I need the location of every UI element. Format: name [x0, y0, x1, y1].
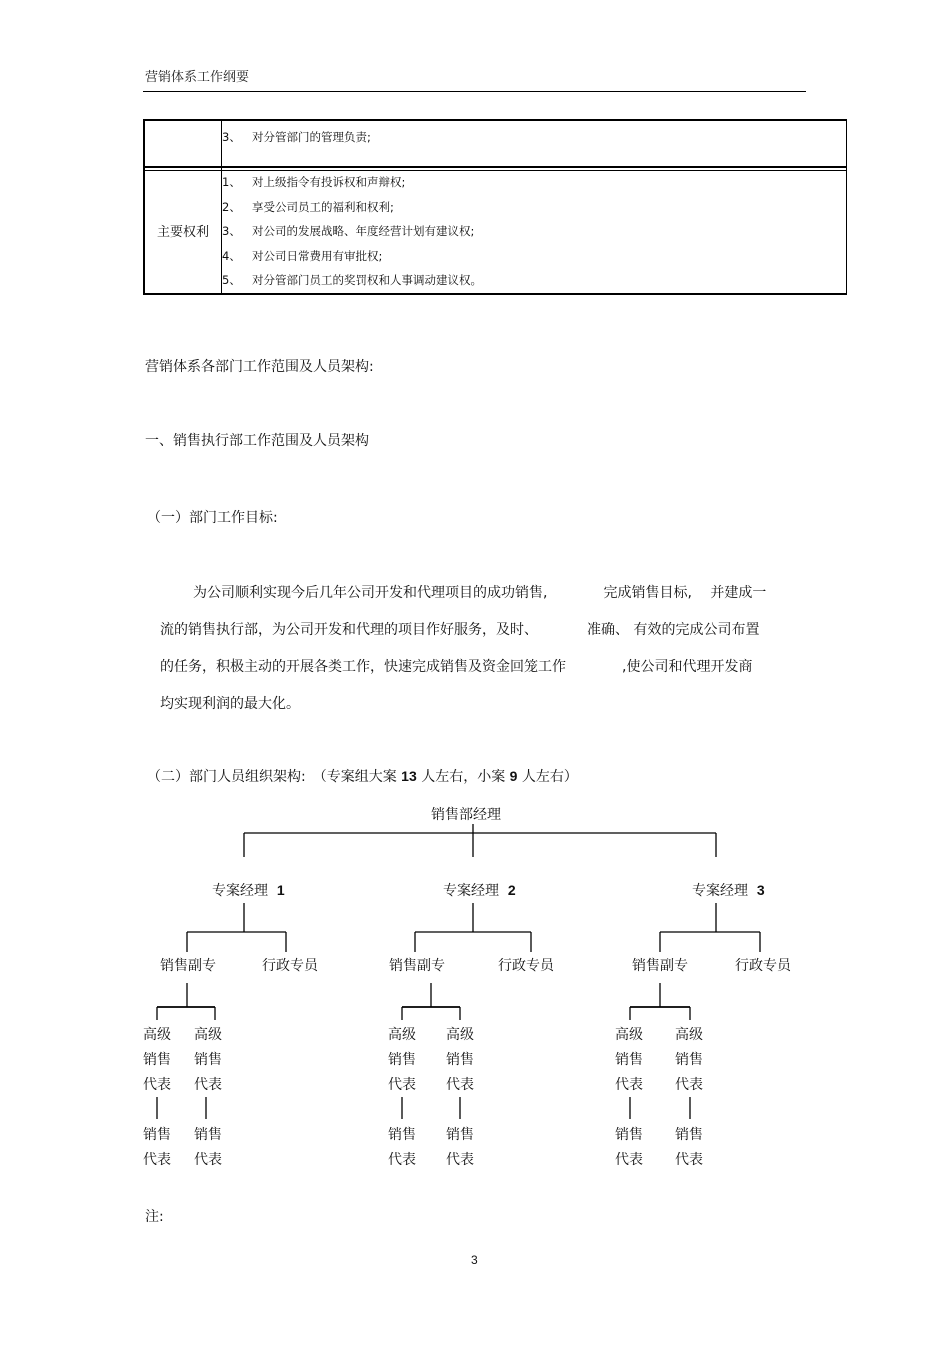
item-text: 对分管部门的管理负责;: [252, 130, 371, 144]
org-node-sales-rep: 销售 代表: [143, 1127, 171, 1168]
section-heading-structure: 营销体系各部门工作范围及人员架构:: [145, 359, 374, 375]
org-node-senior-rep: 高级 销售 代表: [194, 1027, 222, 1093]
node-label: 专案经理: [212, 883, 268, 899]
org-node-sales-rep: 销售 代表: [615, 1127, 643, 1168]
note-label: 注:: [145, 1209, 164, 1225]
org-node-project-manager: [212, 880, 285, 900]
org-node-senior-rep: 高级 销售 代表: [388, 1027, 416, 1093]
item-number: 3、: [222, 130, 241, 144]
paragraph-line: 为公司顺利实现今后几年公司开发和代理项目的成功销售, 完成销售目标, 并建成一: [193, 585, 767, 601]
org-node-project-manager: [443, 880, 516, 900]
item-number: 1、: [222, 175, 241, 189]
org-node-sales-rep: 销售 代表: [194, 1127, 222, 1168]
org-node-deputy: 销售副专: [632, 958, 688, 974]
item-text: 对分管部门员工的奖罚权和人事调动建议权。: [252, 273, 482, 288]
org-node-admin: 行政专员: [262, 958, 318, 974]
item-text: 对公司日常费用有审批权;: [252, 248, 383, 263]
item-text: 对上级指令有投诉权和声辩权;: [252, 175, 406, 189]
subsection-heading-goals: （一）部门工作目标:: [147, 510, 278, 526]
org-node-project-manager: [692, 880, 765, 900]
org-heading-prefix: （二）部门人员组织架构: （专案组大案: [147, 769, 397, 785]
org-node-admin: 行政专员: [498, 958, 554, 974]
page-number: 3: [471, 1253, 478, 1267]
org-node-senior-rep: 高级 销售 代表: [143, 1027, 171, 1093]
item-number: 4、: [222, 248, 241, 263]
org-heading-suffix: 人左右）: [521, 769, 578, 785]
item-text: 对公司的发展战略、年度经营计划有建议权;: [252, 224, 475, 239]
org-node-senior-rep: 高级 销售 代表: [615, 1027, 643, 1093]
org-node-deputy: 销售副专: [160, 958, 216, 974]
org-node-sales-rep: 销售 代表: [675, 1127, 703, 1168]
org-node-sales-manager: 销售部经理: [431, 807, 501, 823]
item-number: 5、: [222, 273, 241, 288]
section-heading-sales-dept: 一、销售执行部工作范围及人员架构: [145, 433, 369, 449]
node-number: 1: [276, 882, 285, 898]
org-node-senior-rep: 高级 销售 代表: [446, 1027, 474, 1093]
org-node-sales-rep: 销售 代表: [388, 1127, 416, 1168]
org-node-admin: 行政专员: [735, 958, 791, 974]
org-heading-number-large: 13: [401, 768, 417, 784]
item-number: 2、: [222, 199, 241, 214]
item-number: 3、: [222, 224, 241, 239]
node-number: 3: [756, 882, 765, 898]
node-label: 专案经理: [692, 883, 748, 899]
paragraph-line: 流的销售执行部，为公司开发和代理的项目作好服务，及时、 准确、 有效的完成公司布置: [160, 622, 760, 638]
org-node-deputy: 销售副专: [389, 958, 445, 974]
org-heading-number-small: 9: [509, 768, 518, 784]
org-node-sales-rep: 销售 代表: [446, 1127, 474, 1168]
org-heading-mid: 人左右，小案: [421, 769, 506, 785]
paragraph-line: 的任务，积极主动的开展各类工作，快速完成销售及资金回笼工作 ,使公司和代理开发商: [160, 659, 753, 675]
table-row-label: 主要权利: [144, 168, 222, 294]
page-header-title: 营销体系工作纲要: [145, 70, 250, 85]
org-node-senior-rep: 高级 销售 代表: [675, 1027, 703, 1093]
node-label: 专案经理: [443, 883, 499, 899]
item-text: 享受公司员工的福利和权利;: [252, 199, 394, 214]
node-number: 2: [507, 882, 516, 898]
paragraph-line: 均实现利润的最大化。: [160, 696, 300, 712]
